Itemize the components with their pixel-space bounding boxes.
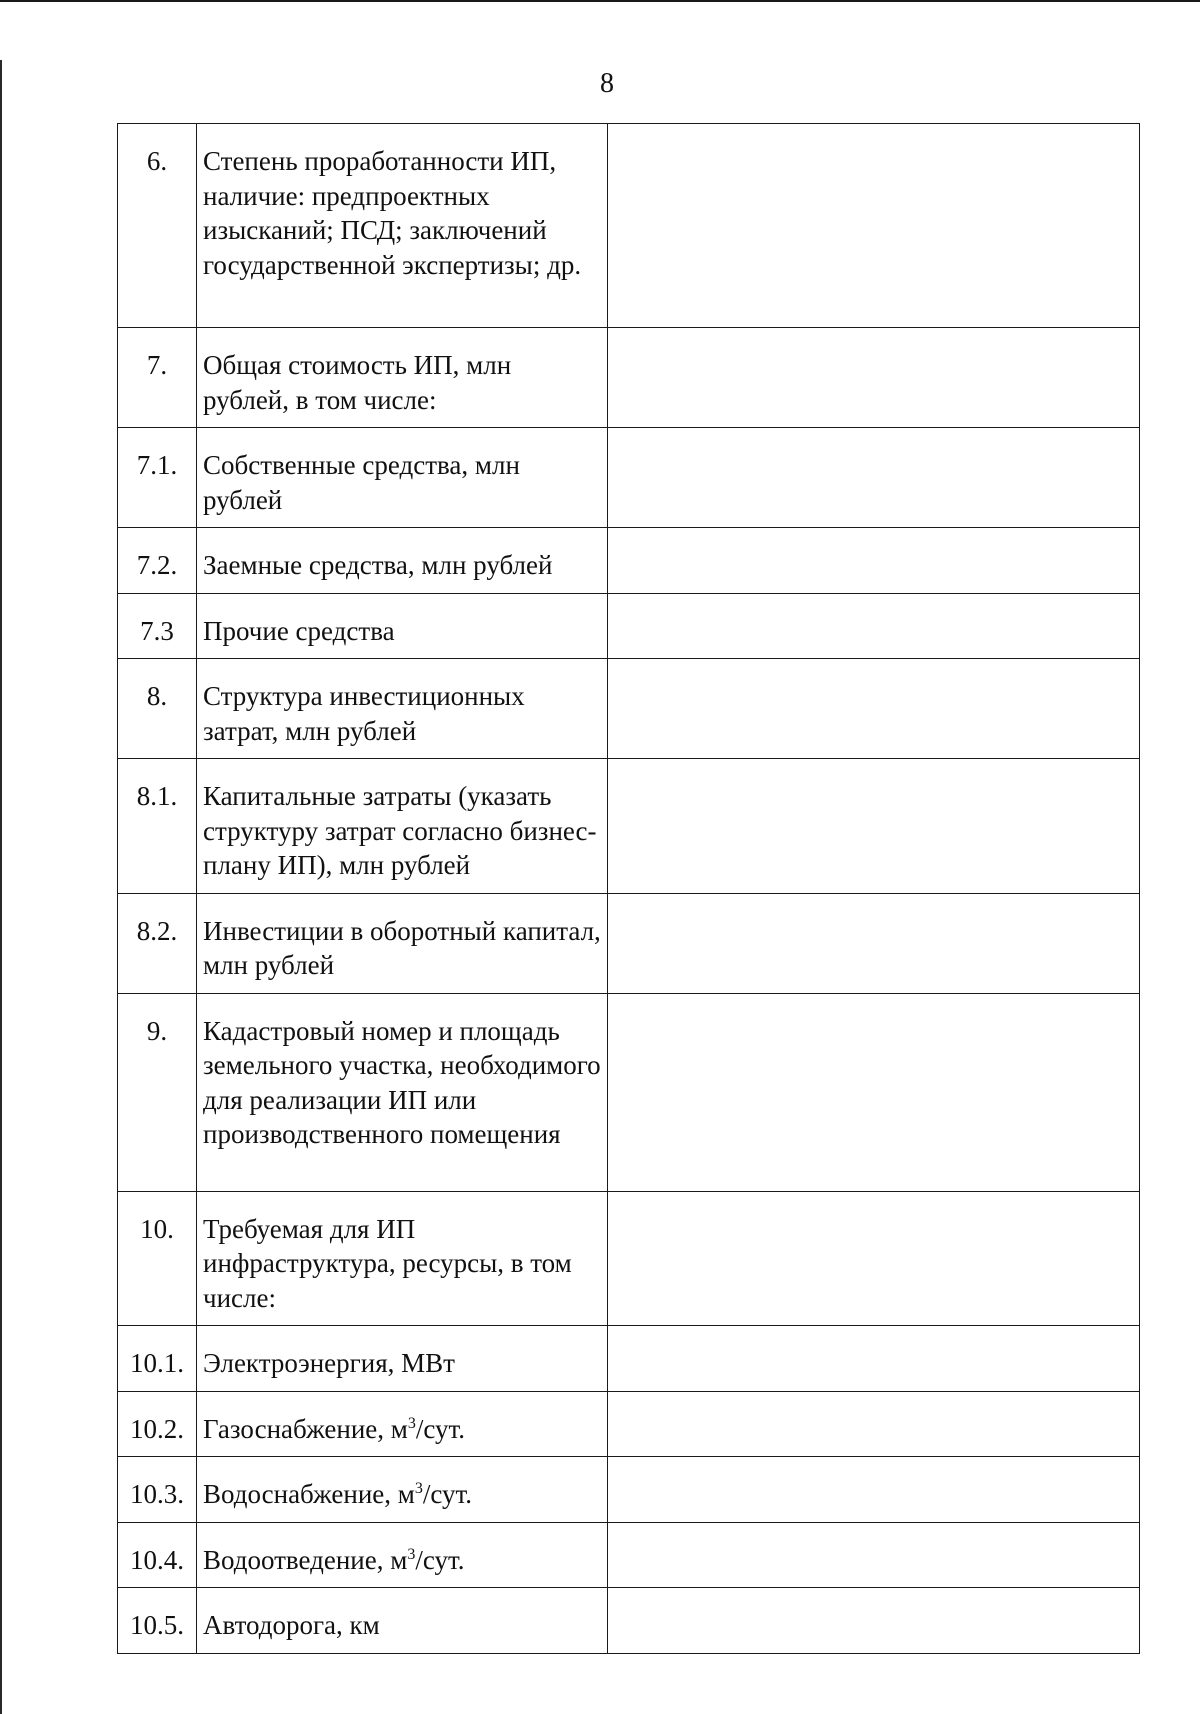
label-main: Водоснабжение, м bbox=[203, 1479, 415, 1509]
label-main: Газоснабжение, м bbox=[203, 1413, 408, 1444]
row-number: 7.1. bbox=[118, 428, 197, 528]
table-row bbox=[118, 1326, 1140, 1392]
scan-edge-left bbox=[0, 60, 2, 1714]
row-number: 8.1. bbox=[118, 759, 197, 894]
row-label bbox=[197, 1391, 608, 1457]
label-main: Водоотведение, м bbox=[203, 1544, 408, 1575]
row-number: 8.2. bbox=[118, 893, 197, 993]
row-number: 10.2. bbox=[118, 1391, 197, 1457]
row-number: 9. bbox=[118, 993, 197, 1191]
row-label: Инвестиции в оборотный капитал, млн рублей bbox=[197, 893, 608, 993]
row-label: Прочие средства bbox=[197, 593, 608, 659]
row-label: Кадастровый номер и площадь земельного участка, необходимого для реализации ИП или производственного помещения bbox=[197, 993, 608, 1191]
label-tail: /сут. bbox=[415, 1544, 465, 1575]
row-value-cell[interactable] bbox=[608, 528, 1140, 594]
table-row bbox=[118, 1457, 1140, 1523]
row-label bbox=[197, 1457, 608, 1523]
row-label: Требуемая для ИП инфраструктура, ресурсы, в том числе: bbox=[197, 1191, 608, 1326]
row-number: 10.1. bbox=[118, 1326, 197, 1392]
table-row bbox=[118, 759, 1140, 894]
row-label: Автодорога, км bbox=[197, 1588, 608, 1654]
label-superscript: 3 bbox=[407, 1414, 416, 1432]
table-row bbox=[118, 428, 1140, 528]
row-number: 6. bbox=[118, 124, 197, 328]
scan-edge-top bbox=[0, 0, 1200, 2]
table-row bbox=[118, 1391, 1140, 1457]
row-label bbox=[197, 1522, 608, 1588]
label-tail: /сут. bbox=[415, 1413, 465, 1444]
row-number: 8. bbox=[118, 659, 197, 759]
table-row bbox=[118, 993, 1140, 1191]
label-superscript: 3 bbox=[407, 1545, 416, 1563]
row-value-cell[interactable] bbox=[608, 993, 1140, 1191]
row-number: 10.5. bbox=[118, 1588, 197, 1654]
row-value-cell[interactable] bbox=[608, 428, 1140, 528]
table-row bbox=[118, 528, 1140, 594]
table-row bbox=[118, 124, 1140, 328]
table-row bbox=[118, 893, 1140, 993]
row-value-cell[interactable] bbox=[608, 1326, 1140, 1392]
row-value-cell[interactable] bbox=[608, 593, 1140, 659]
row-number: 10. bbox=[118, 1191, 197, 1326]
table-row bbox=[118, 1191, 1140, 1326]
row-value-cell[interactable] bbox=[608, 893, 1140, 993]
table-row bbox=[118, 1522, 1140, 1588]
row-value-cell[interactable] bbox=[608, 1522, 1140, 1588]
row-number: 7.2. bbox=[118, 528, 197, 594]
label-superscript: 3 bbox=[414, 1480, 423, 1497]
row-value-cell[interactable] bbox=[608, 1457, 1140, 1523]
row-value-cell[interactable] bbox=[608, 1391, 1140, 1457]
table-row bbox=[118, 659, 1140, 759]
row-value-cell[interactable] bbox=[608, 124, 1140, 328]
table-row bbox=[118, 328, 1140, 428]
row-label: Общая стоимость ИП, млн рублей, в том числе: bbox=[197, 328, 608, 428]
form-table bbox=[117, 123, 1140, 1654]
row-value-cell[interactable] bbox=[608, 1191, 1140, 1326]
page-number: 8 bbox=[600, 68, 614, 99]
table-row bbox=[118, 1588, 1140, 1654]
table-row bbox=[118, 593, 1140, 659]
row-number: 10.3. bbox=[118, 1457, 197, 1523]
row-number: 7.3 bbox=[118, 593, 197, 659]
row-value-cell[interactable] bbox=[608, 659, 1140, 759]
row-value-cell[interactable] bbox=[608, 759, 1140, 894]
row-number: 10.4. bbox=[118, 1522, 197, 1588]
row-label: Степень проработанности ИП, наличие: предпроектных изысканий; ПСД; заключений государственной экспертизы; др. bbox=[197, 124, 608, 328]
row-label: Структура инвестиционных затрат, млн рублей bbox=[197, 659, 608, 759]
row-label: Капитальные затраты (указать структуру затрат согласно бизнес-плану ИП), млн рублей bbox=[197, 759, 608, 894]
row-label: Электроэнергия, МВт bbox=[197, 1326, 608, 1392]
row-number: 7. bbox=[118, 328, 197, 428]
row-label: Заемные средства, млн рублей bbox=[197, 528, 608, 594]
row-label: Собственные средства, млн рублей bbox=[197, 428, 608, 528]
label-tail: /сут. bbox=[422, 1479, 473, 1509]
row-value-cell[interactable] bbox=[608, 1588, 1140, 1654]
row-value-cell[interactable] bbox=[608, 328, 1140, 428]
